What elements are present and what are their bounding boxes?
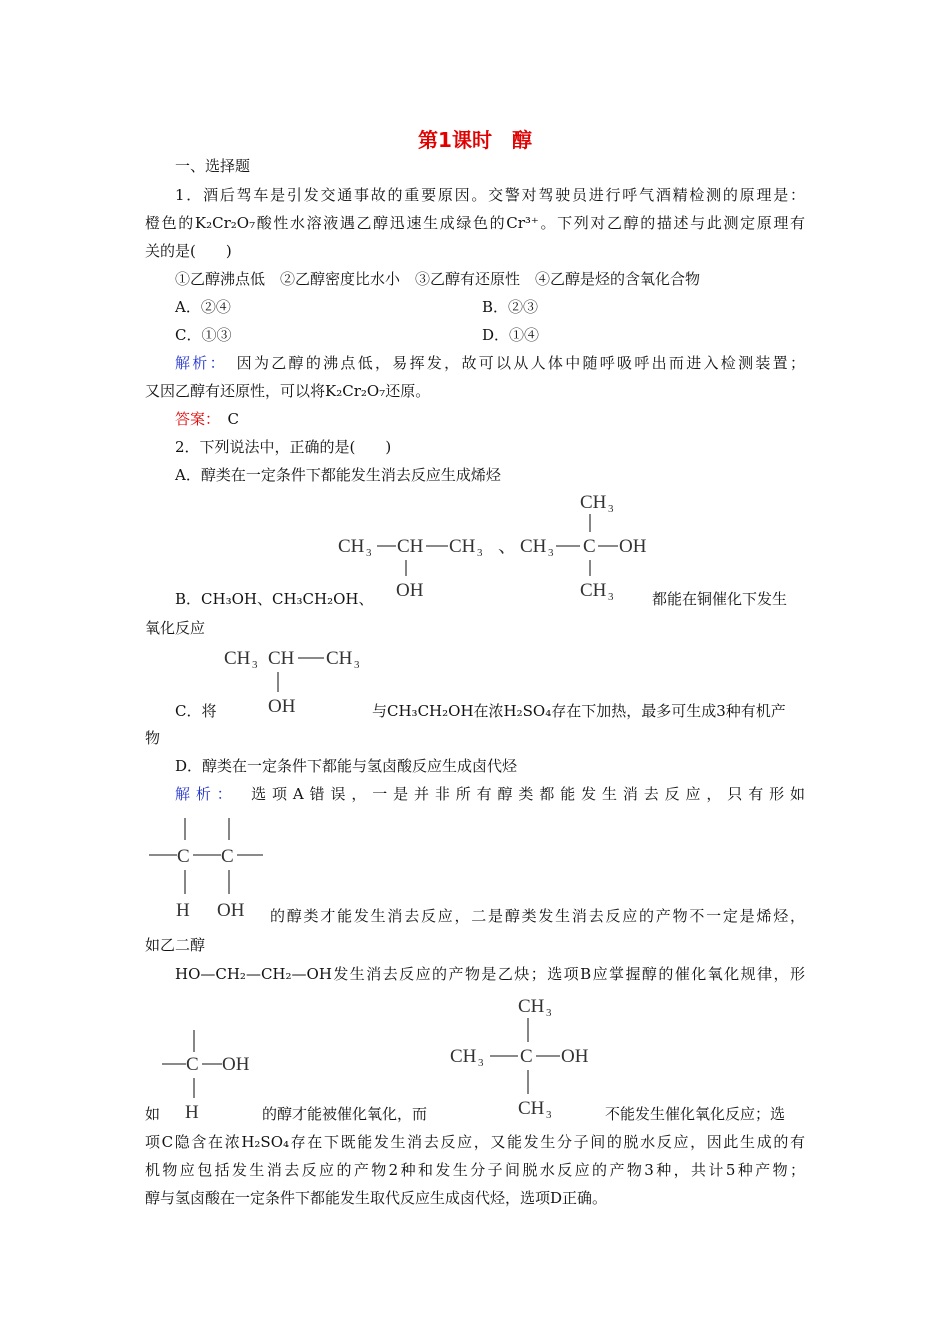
- q1-stem-line3: 关的是( ): [145, 242, 232, 260]
- isopropanol-oh: OH: [396, 580, 424, 601]
- tbutanol-sub3-left: 3: [548, 547, 554, 559]
- q2-analysis-line3: 如乙二醇: [145, 936, 206, 954]
- tb-sub3-left: 3: [478, 1057, 484, 1069]
- q2-analysis-text1: 选项A错误，一是并非所有醇类都能发生消去反应，只有形如: [251, 785, 805, 803]
- q1-analysis-text1: 因为乙醇的沸点低，易挥发，故可以从人体中随呼吸呼出而进入检测装置；: [236, 354, 805, 372]
- q1-analysis-line1: [175, 352, 805, 374]
- q2-option-c-line2: 物: [145, 729, 161, 747]
- c-struct-ch3-left: CH: [224, 648, 251, 669]
- fragment-h: H: [176, 900, 190, 921]
- isopropanol-ch: CH: [397, 536, 424, 557]
- q2-option-a: A．醇类在一定条件下都能发生消去反应生成烯烃: [175, 466, 501, 484]
- c-struct-sub3-left: 3: [252, 659, 258, 671]
- tbutanol-ch3-bottom: CH: [580, 580, 607, 601]
- q1-statements: ①乙醇沸点低 ②乙醇密度比水小 ③乙醇有还原性 ④乙醇是烃的含氧化合物: [175, 270, 701, 288]
- tb-ch3-bottom: CH: [518, 1098, 545, 1119]
- q2-analysis-line2: 的醇类才能发生消去反应，二是醇类发生消去反应的产物不一定是烯烃，: [270, 907, 805, 925]
- q2-analysis-line4: HO—CH₂—CH₂—OH发生消去反应的产物是乙炔；选项B应掌握醇的催化氧化规律，形: [175, 965, 805, 983]
- q2-option-b-line2: 氧化反应: [145, 619, 206, 637]
- tbutanol-sub3-top: 3: [608, 503, 614, 515]
- q1-option-c: C．①③: [175, 326, 232, 344]
- q1-stem-line2: 橙色的K₂Cr₂O₇酸性水溶液遇乙醇迅速生成绿色的Cr³⁺。下列对乙醇的描述与此测定原理有: [145, 214, 805, 232]
- section-heading: 一、选择题: [175, 157, 251, 175]
- q1-option-b: B．②③: [482, 298, 539, 316]
- q2-analysis-line5-pre: 如: [145, 1105, 161, 1123]
- tb-sub3-bottom: 3: [546, 1109, 552, 1120]
- q1-answer-value: C: [227, 410, 240, 428]
- tb-c: C: [520, 1046, 533, 1067]
- tb-ch3-left: CH: [450, 1046, 477, 1067]
- q2-analysis-label: 解析：: [175, 785, 231, 803]
- tb-ch3-top: CH: [518, 996, 545, 1017]
- q2-analysis-line5-mid: 的醇才能被催化氧化，而: [262, 1105, 428, 1123]
- tbutanol-ch3-top: CH: [580, 492, 607, 513]
- fragment-c2: C: [221, 846, 234, 867]
- tb-sub3-top: 3: [546, 1007, 552, 1019]
- q1-options-row2: [175, 324, 805, 346]
- oxi-fragment-h: H: [185, 1102, 199, 1122]
- isopropanol-ch3-left: CH: [338, 536, 365, 557]
- c-struct-sub3-right: 3: [354, 659, 360, 671]
- q2-stem: 2．下列说法中，正确的是( ): [175, 438, 392, 456]
- isopropanol-sub3-right: 3: [477, 547, 483, 559]
- q2-analysis-line5-post: 不能发生催化氧化反应；选: [605, 1105, 786, 1123]
- page-title: 第1课时 醇: [418, 128, 532, 152]
- q2-analysis-line1: [175, 783, 805, 805]
- q2-option-b-post: 都能在铜催化下发生: [652, 590, 788, 608]
- fragment-oh: OH: [217, 900, 245, 921]
- c-struct-ch3-right: CH: [326, 648, 353, 669]
- c-struct-ch: CH: [268, 648, 295, 669]
- q2-option-c-pre: C．将: [175, 702, 217, 720]
- q1-stem-line1: 1．酒后驾车是引发交通事故的重要原因。交警对驾驶员进行呼气酒精检测的原理是：: [175, 186, 805, 204]
- tbutanol-oh: OH: [619, 536, 647, 557]
- tbutanol-c: C: [583, 536, 596, 557]
- q1-analysis-label: 解析：: [175, 354, 220, 372]
- q1-answer-label: 答案：: [175, 410, 213, 428]
- q1-answer-line: [175, 408, 805, 430]
- tb-oh: OH: [561, 1046, 589, 1067]
- q2-option-c-post: 与CH₃CH₂OH在浓H₂SO₄存在下加热，最多可生成3种有机产: [372, 702, 786, 720]
- elimination-fragment-structure: [145, 812, 267, 924]
- isopropanol-sub3-left: 3: [366, 547, 372, 559]
- q2-analysis-line8: 醇与氢卤酸在一定条件下都能发生取代反应生成卤代烃，选项D正确。: [145, 1189, 608, 1207]
- tbutanol-ch3-left: CH: [520, 536, 547, 557]
- q1-options-row1: [175, 296, 805, 318]
- c-struct-oh: OH: [268, 696, 296, 717]
- q2-analysis-line6: 项C隐含在浓H₂SO₄存在下既能发生消去反应，又能发生分子间的脱水反应，因此生成的有: [145, 1133, 805, 1151]
- isopropanol-ch3-right: CH: [449, 536, 476, 557]
- tbutanol-sub3-bottom: 3: [608, 591, 614, 603]
- oxi-fragment-c: C: [186, 1054, 199, 1075]
- tert-butanol-structure: [448, 990, 608, 1120]
- q1-option-a: A．②④: [175, 298, 231, 316]
- separator: 、: [498, 536, 518, 557]
- q2-option-d: D．醇类在一定条件下都能与氢卤酸反应生成卤代烃: [175, 757, 518, 775]
- q2-analysis-line7: 机物应包括发生消去反应的产物2种和发生分子间脱水反应的产物3种，共计5种产物；: [145, 1161, 805, 1179]
- q1-analysis-line2: 又因乙醇有还原性，可以将K₂Cr₂O₇还原。: [145, 382, 431, 400]
- q1-option-d: D．①④: [482, 326, 540, 344]
- oxi-fragment-oh: OH: [222, 1054, 250, 1075]
- q2-option-b-pre: B．CH₃OH、CH₃CH₂OH、: [175, 590, 374, 608]
- fragment-c1: C: [177, 846, 190, 867]
